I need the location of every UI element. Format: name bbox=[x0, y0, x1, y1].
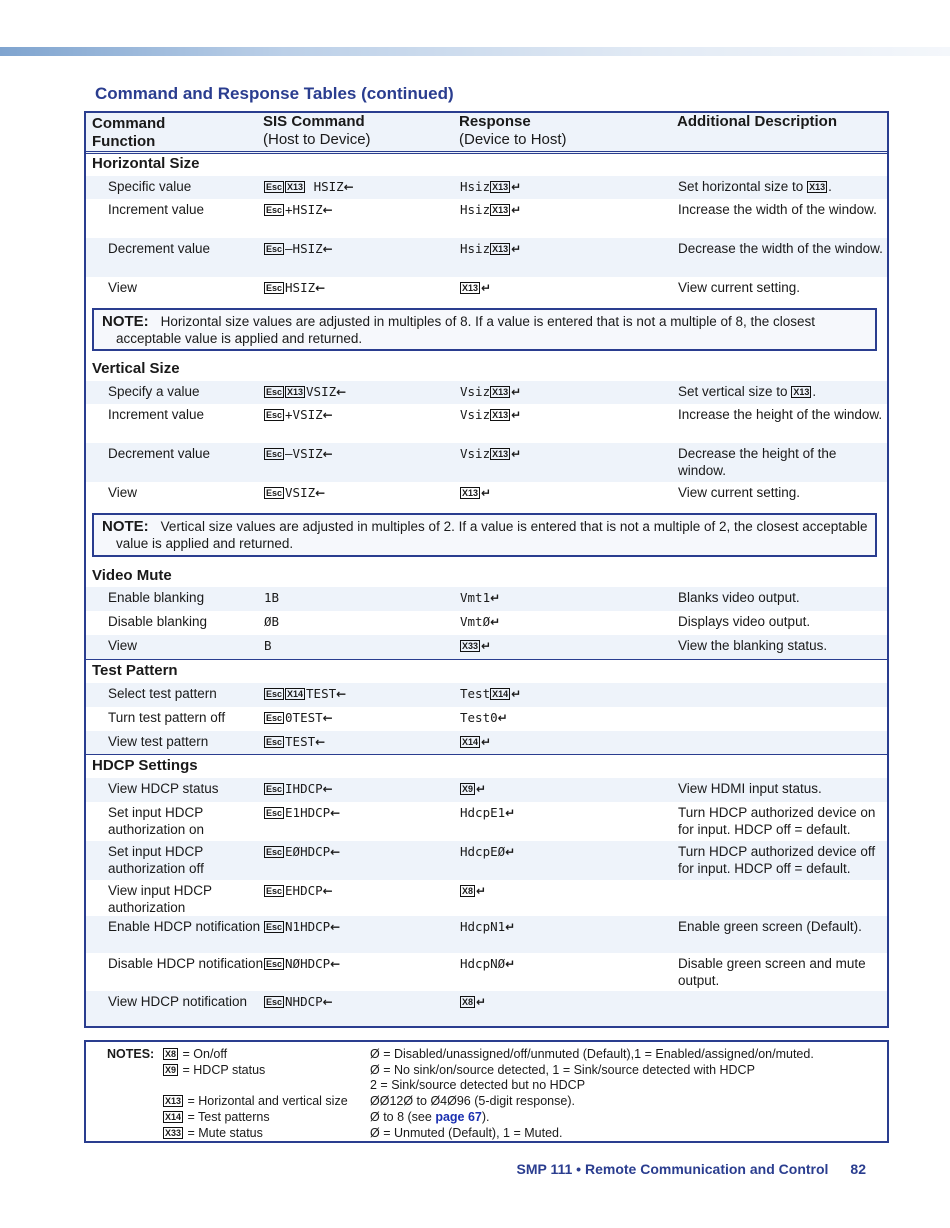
table-row: Enable HDCP notification Esc N1HDCP← HdcpN1↵ Enable green screen (Default). bbox=[86, 916, 887, 953]
table-row: View HDCP status Esc IHDCP← X9 ↵ View HDMI input status. bbox=[86, 778, 887, 802]
table-row: Disable HDCP notification Esc NØHDCP← HdcpNØ↵ Disable green screen and mute output. bbox=[108, 956, 866, 988]
x13-variable-icon: X13 bbox=[793, 387, 810, 397]
return-arrow-icon: ↵ bbox=[490, 591, 501, 605]
x13-variable-icon: X13 bbox=[492, 387, 509, 397]
left-arrow-icon: ← bbox=[322, 408, 333, 422]
notes-value-list: Ø = Disabled/unassigned/off/unmuted (Default),1 = Enabled/assigned/on/muted. Ø = No sink/on/source detected, 1 = Sink/source detected with HDCP 2 = Sink/source detected but no HDCP ØØ12Ø to Ø4Ø96 (5-digit response). Ø to 8 (see page 67). Ø = Unmuted (Default), 1 = Muted. bbox=[370, 1047, 814, 1140]
esc-key-icon: Esc bbox=[266, 784, 283, 794]
x13-variable-icon: X13 bbox=[809, 182, 826, 192]
left-arrow-icon: ← bbox=[330, 845, 341, 859]
section-title-horizontal-size: Horizontal Size bbox=[92, 155, 200, 172]
table-row: Increment value Esc +VSIZ← Vsiz X13 ↵ Increase the height of the window. bbox=[108, 407, 883, 422]
x13-variable-icon: X13 bbox=[462, 488, 479, 498]
table-row: View HDCP notification Esc NHDCP← X8 ↵ bbox=[86, 991, 887, 1026]
x13-variable-icon: X13 bbox=[165, 1096, 182, 1107]
esc-key-icon: Esc bbox=[266, 283, 283, 293]
left-arrow-icon: ← bbox=[322, 242, 333, 256]
return-arrow-icon: ↵ bbox=[481, 639, 492, 653]
table-row: Increment value Esc +HSIZ← Hsiz X13 ↵ Increase the width of the window. bbox=[108, 202, 877, 217]
table-row: Set input HDCP authorization off Esc EØHDCP← HdcpEØ↵ Turn HDCP authorized device off for input. HDCP off = default. bbox=[86, 841, 887, 880]
left-arrow-icon: ← bbox=[322, 995, 333, 1009]
table-row: Specify a value Esc X13 VSIZ← Vsiz X13 ↵ Set vertical size to X13 . bbox=[86, 381, 887, 404]
footer-title: SMP 111 • Remote Communication and Control bbox=[516, 1161, 829, 1177]
table-row: Specific value Esc X13 HSIZ← Hsiz X13 ↵ Set horizontal size to X13 . bbox=[86, 176, 887, 199]
return-arrow-icon: ↵ bbox=[481, 486, 492, 500]
return-arrow-icon: ↵ bbox=[476, 995, 487, 1009]
return-arrow-icon: ↵ bbox=[511, 385, 522, 399]
section-title-test-pattern: Test Pattern bbox=[92, 662, 178, 679]
esc-key-icon: Esc bbox=[266, 182, 283, 192]
x13-variable-icon: X13 bbox=[462, 283, 479, 293]
page-number: 82 bbox=[850, 1161, 866, 1177]
x13-variable-icon: X13 bbox=[492, 410, 509, 420]
section-title-video-mute: Video Mute bbox=[92, 567, 172, 584]
esc-key-icon: Esc bbox=[266, 689, 283, 699]
esc-key-icon: Esc bbox=[266, 387, 283, 397]
return-arrow-icon: ↵ bbox=[511, 408, 522, 422]
left-arrow-icon: ← bbox=[315, 281, 326, 295]
section-divider bbox=[86, 754, 887, 755]
x8-variable-icon: X8 bbox=[462, 997, 474, 1007]
esc-key-icon: Esc bbox=[266, 922, 283, 932]
left-arrow-icon: ← bbox=[330, 957, 341, 971]
table-row: View Esc VSIZ← X13 ↵ View current setting. bbox=[108, 485, 801, 500]
left-arrow-icon: ← bbox=[315, 735, 326, 749]
esc-key-icon: Esc bbox=[266, 737, 283, 747]
esc-key-icon: Esc bbox=[266, 205, 283, 215]
return-arrow-icon: ↵ bbox=[511, 242, 522, 256]
return-arrow-icon: ↵ bbox=[505, 957, 516, 971]
table-row: Set input HDCP authorization on Esc E1HDCP← HdcpE1↵ Turn HDCP authorized device on for input. HDCP off = default. bbox=[108, 805, 876, 837]
x14-variable-icon: X14 bbox=[492, 689, 509, 699]
x13-variable-icon: X13 bbox=[492, 449, 509, 459]
return-arrow-icon: ↵ bbox=[497, 711, 508, 725]
esc-key-icon: Esc bbox=[266, 959, 283, 969]
x9-variable-icon: X9 bbox=[462, 784, 474, 794]
return-arrow-icon: ↵ bbox=[505, 845, 516, 859]
header-command-function: Command Function bbox=[92, 115, 166, 150]
table-row: Select test pattern Esc X14 TEST← Test X14 ↵ bbox=[86, 683, 887, 707]
left-arrow-icon: ← bbox=[322, 447, 333, 461]
left-arrow-icon: ← bbox=[322, 884, 333, 898]
section-title-hdcp-settings: HDCP Settings bbox=[92, 757, 198, 774]
x14-variable-icon: X14 bbox=[165, 1111, 182, 1122]
return-arrow-icon: ↵ bbox=[476, 884, 487, 898]
page-title: Command and Response Tables (continued) bbox=[95, 84, 454, 103]
section-title-vertical-size: Vertical Size bbox=[92, 360, 180, 377]
left-arrow-icon: ← bbox=[315, 486, 326, 500]
table-row: Decrement value Esc –VSIZ← Vsiz X13 ↵ Decrease the height of the window. bbox=[86, 443, 887, 482]
return-arrow-icon: ↵ bbox=[511, 203, 522, 217]
left-arrow-icon: ← bbox=[322, 711, 333, 725]
esc-key-icon: Esc bbox=[266, 449, 283, 459]
table-row: Enable blanking 1B Vmt1↵ Blanks video output. bbox=[86, 587, 887, 611]
notes-variable-list: X8 = On/off X9 = HDCP status X13 = Horizontal and vertical size X14 = Test patterns X33 = Mute status bbox=[165, 1047, 348, 1140]
table-header bbox=[86, 113, 887, 154]
esc-key-icon: Esc bbox=[266, 808, 283, 818]
return-arrow-icon: ↵ bbox=[511, 687, 522, 701]
esc-key-icon: Esc bbox=[266, 847, 283, 857]
esc-key-icon: Esc bbox=[266, 997, 283, 1007]
return-arrow-icon: ↵ bbox=[511, 180, 522, 194]
header-additional-description: Additional Description bbox=[677, 113, 838, 130]
x13-variable-icon: X13 bbox=[492, 244, 509, 254]
table-row: View test pattern Esc TEST← X14 ↵ bbox=[86, 731, 887, 754]
x33-variable-icon: X33 bbox=[165, 1127, 182, 1138]
notes-box bbox=[84, 1040, 889, 1143]
return-arrow-icon: ↵ bbox=[476, 782, 487, 796]
left-arrow-icon: ← bbox=[322, 203, 333, 217]
left-arrow-icon: ← bbox=[336, 385, 347, 399]
x33-variable-icon: X33 bbox=[462, 641, 479, 651]
header-sis-command: SIS Command (Host to Device) bbox=[263, 113, 371, 148]
esc-key-icon: Esc bbox=[266, 410, 283, 420]
note-horizontal-size: NOTE: Horizontal size values are adjusted in multiples of 8. If a value is entered that is not a multiple of 8, the closest acceptable value is applied and returned. bbox=[92, 308, 877, 351]
page-67-link[interactable]: page 67 bbox=[435, 1109, 482, 1124]
x8-variable-icon: X8 bbox=[165, 1049, 177, 1059]
table-row: Decrement value Esc –HSIZ← Hsiz X13 ↵ Decrease the width of the window. bbox=[86, 238, 887, 277]
notes-label: NOTES: bbox=[107, 1047, 155, 1061]
left-arrow-icon: ← bbox=[330, 806, 341, 820]
return-arrow-icon: ↵ bbox=[505, 920, 516, 934]
return-arrow-icon: ↵ bbox=[505, 806, 516, 820]
left-arrow-icon: ← bbox=[336, 687, 347, 701]
header-response: Response (Device to Host) bbox=[459, 113, 567, 148]
x13-variable-icon: X13 bbox=[492, 182, 509, 192]
x14-variable-icon: X14 bbox=[462, 737, 479, 747]
x13-variable-icon: X13 bbox=[287, 387, 304, 397]
table-row: View Esc HSIZ← X13 ↵ View current setting. bbox=[108, 280, 801, 295]
table-row: Disable blanking ØB VmtØ↵ Displays video output. bbox=[108, 614, 811, 629]
note-vertical-size: NOTE: Vertical size values are adjusted in multiples of 2. If a value is entered that is not a multiple of 2, the closest acceptable value is applied and returned. bbox=[92, 513, 877, 557]
top-gradient-bar bbox=[0, 47, 950, 56]
table-row: View B X33 ↵ View the blanking status. bbox=[86, 635, 887, 659]
esc-key-icon: Esc bbox=[266, 886, 283, 896]
esc-key-icon: Esc bbox=[266, 488, 283, 498]
left-arrow-icon: ← bbox=[343, 180, 354, 194]
return-arrow-icon: ↵ bbox=[481, 281, 492, 295]
return-arrow-icon: ↵ bbox=[490, 615, 501, 629]
section-divider bbox=[86, 659, 887, 660]
x14-variable-icon: X14 bbox=[287, 689, 304, 699]
table-row: Turn test pattern off Esc 0TEST← Test0↵ bbox=[108, 710, 508, 725]
return-arrow-icon: ↵ bbox=[511, 447, 522, 461]
x8-variable-icon: X8 bbox=[462, 886, 474, 896]
page-footer bbox=[517, 1161, 867, 1177]
return-arrow-icon: ↵ bbox=[481, 735, 492, 749]
left-arrow-icon: ← bbox=[330, 920, 341, 934]
x9-variable-icon: X9 bbox=[165, 1064, 177, 1075]
x13-variable-icon: X13 bbox=[287, 182, 304, 192]
left-arrow-icon: ← bbox=[322, 782, 333, 796]
esc-key-icon: Esc bbox=[266, 713, 283, 723]
x13-variable-icon: X13 bbox=[492, 205, 509, 215]
table-row: View input HDCP authorization Esc EHDCP← X8 ↵ bbox=[108, 883, 487, 915]
esc-key-icon: Esc bbox=[266, 244, 283, 254]
command-table bbox=[84, 111, 889, 1028]
